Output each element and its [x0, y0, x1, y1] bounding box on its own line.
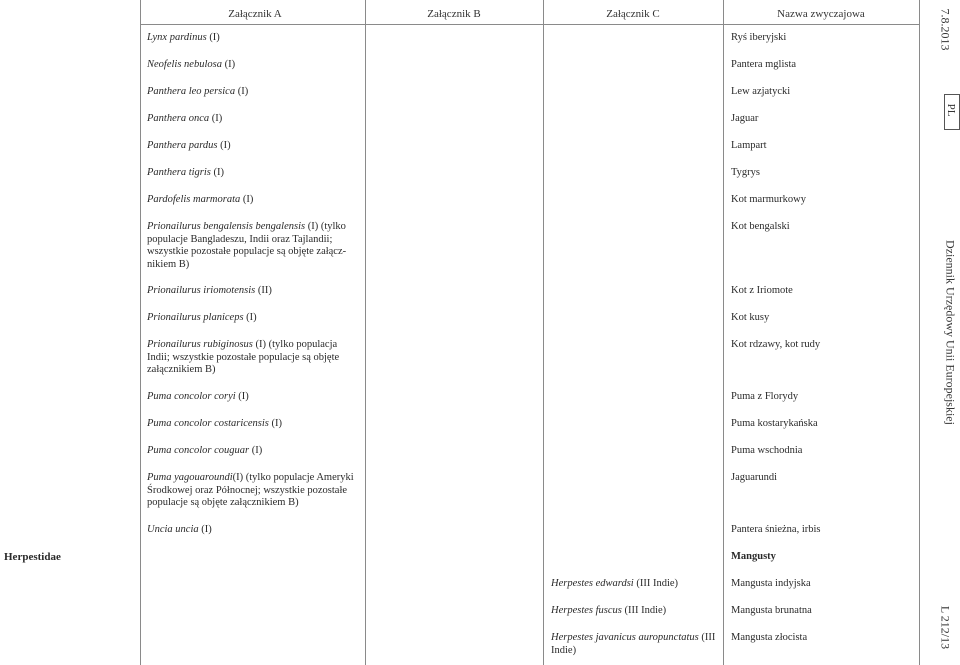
list-item: Prionailurus iriomotensis (II) [147, 285, 272, 296]
common-name: Kot z Iriomote [731, 285, 793, 296]
common-name: Pantera śnieżna, irbis [731, 524, 821, 535]
list-item: Puma concolor coryi (I) [147, 391, 249, 402]
journal-title: Dziennik Urzędowy Unii Europejskiej [943, 240, 958, 425]
header-common-name: Nazwa zwyczajowa [777, 8, 865, 20]
common-name: Kot rdzawy, kot rudy [731, 339, 821, 350]
family-common-name: Mangusty [731, 551, 776, 562]
column-divider [140, 0, 141, 665]
language-code: PL [945, 103, 957, 117]
common-name: Puma kostarykańska [731, 418, 818, 429]
common-name: Kot kusy [731, 312, 770, 323]
page-reference: L 212/13 [938, 605, 953, 650]
list-item: Panthera onca (I) [147, 113, 223, 124]
list-item: Panthera tigris (I) [147, 167, 225, 178]
family-name: Herpestidae [4, 551, 61, 563]
common-name: Mangusta indyjska [731, 578, 811, 589]
list-item: Prionailurus rubiginosus (I) (tylko populacja Indii; wszystkie pozostałe populacje są objęte załącznikiem B) [147, 339, 340, 375]
common-name: Ryś iberyjski [731, 32, 787, 43]
common-name: Jaguarundi [731, 472, 778, 483]
column-divider [723, 0, 724, 665]
common-name: Pantera mglista [731, 59, 797, 70]
common-name: Puma z Florydy [731, 391, 799, 402]
common-name: Lew azjatycki [731, 86, 791, 97]
header-rule [140, 24, 919, 25]
publication-date: 7.8.2013 [938, 8, 953, 51]
column-divider [543, 0, 544, 665]
header-annex-c: Załącznik C [606, 8, 660, 20]
common-name: Kot bengalski [731, 221, 790, 232]
column-divider [365, 0, 366, 665]
list-item: Puma concolor couguar (I) [147, 445, 263, 456]
list-item: Puma yagouaroundi(I) (tylko populacje Ameryki Środkowej oraz Północnej; wszystkie pozostałe populacje są objęte załącznikiem B) [147, 472, 354, 508]
list-item: Panthera pardus (I) [147, 140, 231, 151]
list-item: Panthera leo persica (I) [147, 86, 249, 97]
list-item: Herpestes fuscus (III Indie) [551, 605, 667, 616]
list-item: Puma concolor costaricensis (I) [147, 418, 283, 429]
common-name: Tygrys [731, 167, 761, 178]
header-annex-b: Załącznik B [427, 8, 481, 20]
list-item: Prionailurus bengalensis bengalensis (I) (tylko populacje Bangladeszu, Indii oraz Tajlandii; wszystkie pozostałe populacje są objęte załącznikiem B) [147, 221, 347, 270]
list-item: Pardofelis marmorata (I) [147, 194, 254, 205]
common-name: Kot marmurkowy [731, 194, 806, 205]
common-name: Lampart [731, 140, 767, 151]
margin-rule [919, 0, 920, 665]
list-item: Uncia uncia (I) [147, 524, 212, 535]
common-name: Mangusta złocista [731, 632, 808, 643]
list-item: Herpestes javanicus auropunctatus (III Indie) [551, 632, 716, 656]
common-name: Jaguar [731, 113, 759, 124]
list-item: Prionailurus planiceps (I) [147, 312, 257, 323]
list-item: Neofelis nebulosa (I) [147, 59, 236, 70]
list-item: Herpestes edwardsi (III Indie) [551, 578, 679, 589]
header-annex-a: Załącznik A [228, 8, 282, 20]
list-item: Lynx pardinus (I) [147, 32, 220, 43]
common-name: Puma wschodnia [731, 445, 803, 456]
common-name: Mangusta brunatna [731, 605, 812, 616]
